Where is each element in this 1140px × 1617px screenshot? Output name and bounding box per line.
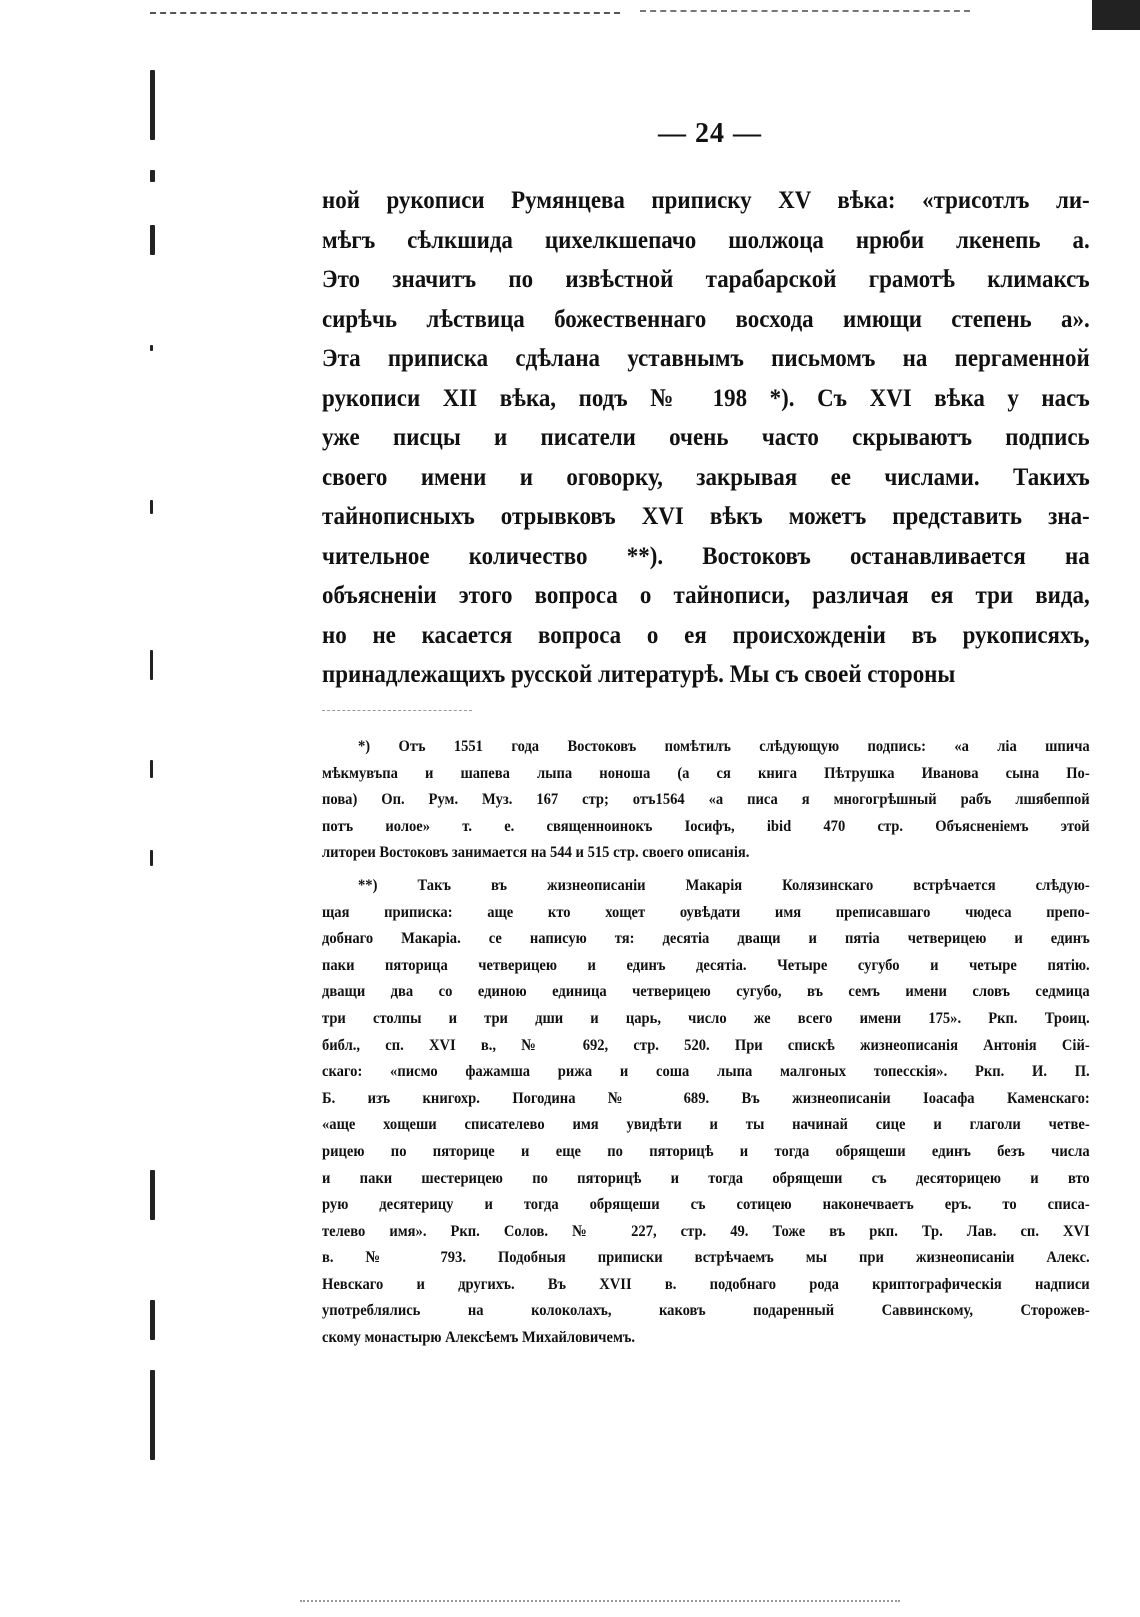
text-line: чительное количество **). Востоковъ останавливается на: [322, 540, 1090, 570]
footnote-line: потъ иолое» т. е. священноинокъ Іосифъ, ibid 470 стр. Объясненіемъ этой: [322, 816, 1090, 835]
margin-mark: [150, 1300, 155, 1340]
margin-mark: [150, 170, 155, 182]
footnote-line: скому монастырю Алексѣемъ Михайловичемъ.: [322, 1328, 636, 1347]
scan-top-rule: [150, 12, 620, 14]
footnote-line: скаго: «писмо фажамша рижа и соша лыпа малгоных топесскія». Ркп. И. П.: [322, 1062, 1090, 1081]
margin-mark: [150, 70, 155, 140]
text-line: мѣгъ сѣлкшида цихелкшепачо шолжоца нрюби лкенепь а.: [322, 224, 1090, 254]
footnote-line: рицею по пяторице и еще по пяторицѣ и тогда обрящеши единъ безъ числа: [322, 1141, 1090, 1160]
footnote-1: [322, 733, 1090, 866]
text-line: уже писцы и писатели очень часто скрываютъ подпись: [322, 422, 1090, 451]
footnote-line: «аще хощеши списателево имя увидѣти и ты начинай сице и глаголи четве-: [322, 1115, 1090, 1134]
margin-mark: [150, 1370, 155, 1460]
footnote-line: Невскаго и другихъ. Въ XVII в. подобнаго рода криптографическія надписи: [322, 1274, 1090, 1293]
text-line: объясненіи этого вопроса о тайнописи, различая ея три вида,: [322, 580, 1090, 609]
footnote-line: телево имя». Ркп. Солов. № 227, стр. 49. Тоже въ ркп. Тр. Лав. сп. XVI: [322, 1221, 1090, 1240]
footnote-line: добнаго Макаріа. се написую тя: десятіа дващи и пятіа четверицею и единъ: [322, 929, 1090, 948]
footnote-line: щая приписка: аще кто хощет оувѣдати имя преписавшаго чюдеса препо-: [322, 902, 1090, 921]
footnote-line: *) Отъ 1551 года Востоковъ помѣтилъ слѣдующую подпись: «а ліа шпича: [358, 737, 1090, 755]
footnote-line: дващи два со единою единица четверицею сугубо, въ семъ имени словъ седмица: [322, 982, 1090, 1001]
margin-mark: [150, 225, 155, 255]
footnote-line: в. № 793. Подобныя приписки встрѣчаемъ мы при жизнеописаніи Алекс.: [322, 1248, 1090, 1267]
footnote-line: употреблялись на колоколахъ, каковъ подаренный Саввинскому, Сторожев-: [322, 1301, 1090, 1320]
footnote-line: и паки шестерицею по пяторицѣ и тогда обрящеши съ десяторицею и вто: [322, 1168, 1090, 1187]
margin-mark: [150, 500, 153, 514]
footnote-line: рую десятерицу и тогда обрящеши съ сотицею наконечваетъ еръ. то списа-: [322, 1195, 1090, 1214]
margin-mark: [150, 650, 153, 680]
margin-mark: [150, 850, 153, 866]
page-number: — 24 —: [658, 118, 762, 149]
main-body-text: [322, 180, 1090, 694]
margin-mark: [150, 345, 153, 351]
scan-left-margin-marks: [150, 30, 162, 1530]
footnotes: [322, 733, 1090, 1357]
footnote-line: литореи Востоковъ занимается на 544 и 515 стр. своего описанія.: [322, 843, 750, 862]
text-line: Эта приписка сдѣлана уставнымъ письмомъ на пергаменной: [322, 343, 1090, 372]
text-line: ной рукописи Румянцева приписку XV вѣка: «трисотлъ ли-: [322, 185, 1090, 214]
scan-edge-shadow: [1092, 0, 1140, 30]
text-line: Это значитъ по извѣстной тарабарской грамотѣ климаксъ: [322, 264, 1090, 293]
text-line: принадлежащихъ русской литературѣ. Мы съ своей стороны: [322, 659, 956, 688]
footnote-separator: [322, 710, 472, 711]
scan-top-rule-right: [640, 10, 970, 12]
footnote-line: пова) Оп. Рум. Муз. 167 стр; отъ1564 «а писа я многогрѣшный рабъ лшябеппой: [322, 790, 1090, 809]
text-line: рукописи XII вѣка, подъ № 198 *). Съ XVI вѣка у насъ: [322, 382, 1090, 412]
footnote-line: паки пяторица четверицею и единъ десятіа. Четыре сугубо и четыре пятію.: [322, 955, 1090, 974]
footnote-2: [322, 872, 1090, 1351]
footnote-line: три столпы и три дши и царь, число же всего имени 175». Ркп. Троиц.: [322, 1008, 1090, 1027]
text-line: своего имени и оговорку, закрывая ее числами. Такихъ: [322, 461, 1090, 491]
text-line: тайнописныхъ отрывковъ XVI вѣкъ можетъ представить зна-: [322, 501, 1090, 530]
footnote-line: библ., сп. XVI в., № 692, стр. 520. При спискѣ жизнеописанія Антонія Сій-: [322, 1035, 1090, 1054]
text-line: сирѣчь лѣствица божественнаго восхода имющи степень а».: [322, 303, 1090, 333]
text-line: но не касается вопроса о ея происхожденіи въ рукописяхъ,: [322, 619, 1090, 649]
footnote-line: Б. изъ книгохр. Погодина № 689. Въ жизнеописаніи Іоасафа Каменскаго:: [322, 1088, 1090, 1107]
footnote-line: мѣкмувъпа и шапева лыпа ноноша (а ся книга Пѣтрушка Иванова сына По-: [322, 763, 1090, 782]
margin-mark: [150, 760, 153, 778]
scan-bottom-marks: [300, 1600, 900, 1606]
margin-mark: [150, 1170, 155, 1220]
footnote-line: **) Такъ въ жизнеописаніи Макарія Колязинскаго встрѣчается слѣдую-: [358, 875, 1090, 894]
